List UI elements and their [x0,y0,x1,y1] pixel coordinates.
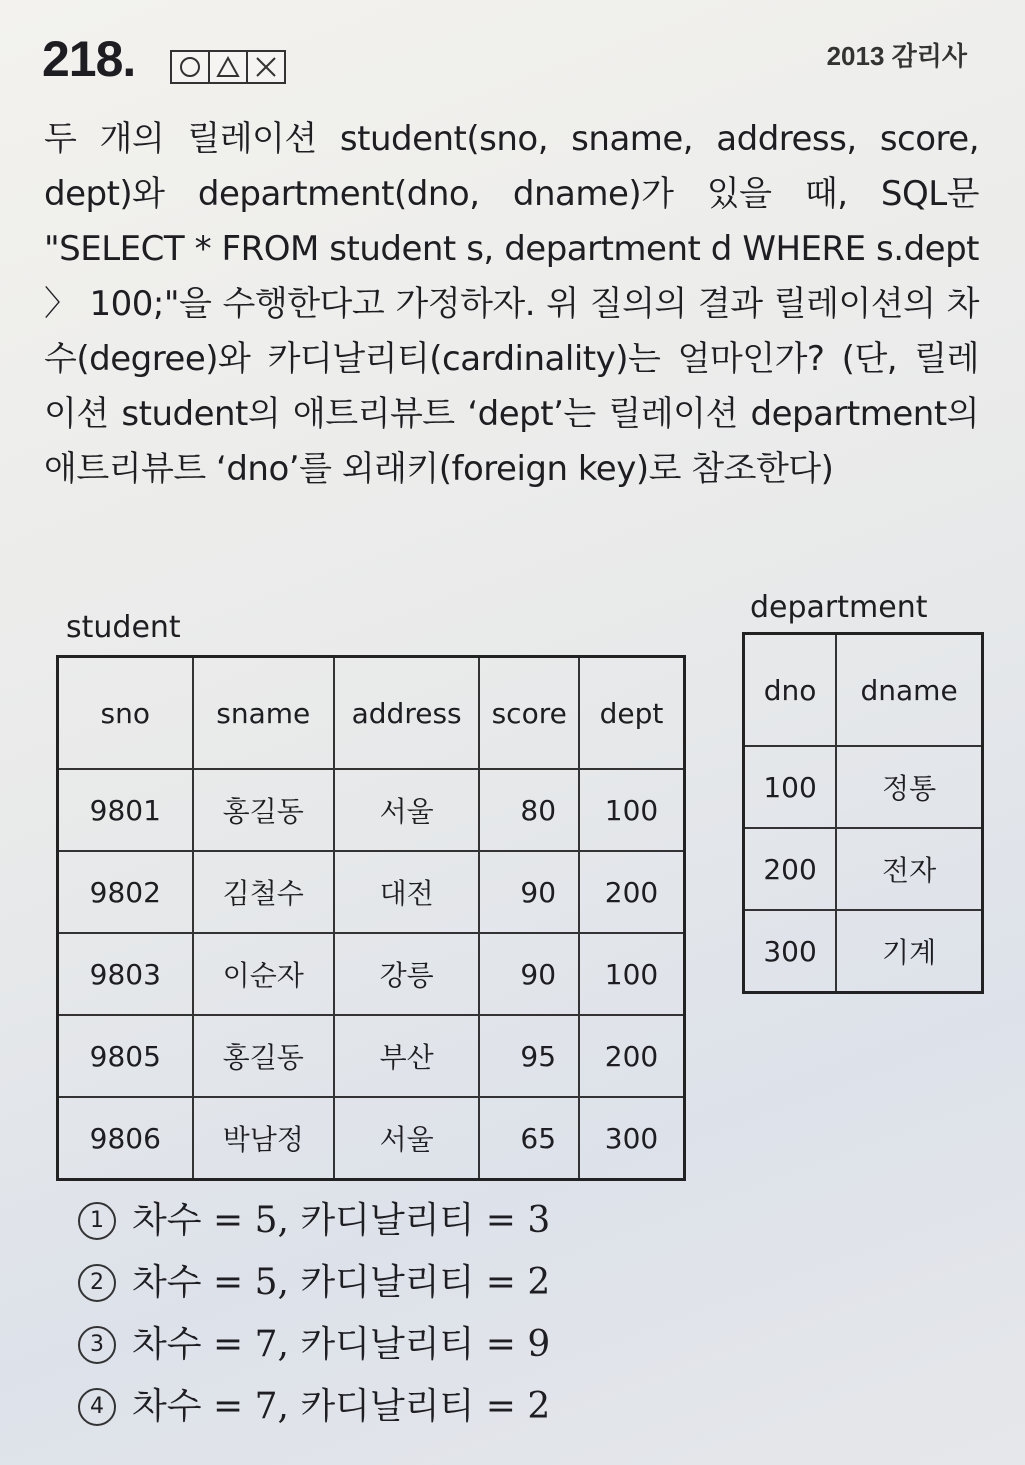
table-row [58,851,685,933]
table-row [744,910,983,993]
table-row [58,933,685,1015]
cell-sno: 9801 [58,769,193,851]
cell-dno: 300 [744,910,837,993]
column-header-sno: sno [58,657,193,770]
department-table [742,632,984,994]
department-header-row [744,634,983,747]
option-number-circle: 4 [78,1388,116,1426]
cell-sno: 9802 [58,851,193,933]
answer-options [78,1190,550,1438]
option-text: 차수 = 7, 카디날리티 = 9 [132,1324,551,1365]
cell-address: 서울 [334,769,480,851]
column-header-dept: dept [579,657,684,770]
cell-dept: 100 [579,769,684,851]
cell-dept: 200 [579,851,684,933]
cell-score: 90 [479,851,579,933]
table-row [58,769,685,851]
student-header-row [58,657,685,770]
option-text: 차수 = 5, 카디날리티 = 3 [132,1200,551,1241]
cell-sno: 9806 [58,1097,193,1180]
circle-mark-icon [170,50,210,84]
cell-dname: 기계 [836,910,982,993]
cell-sno: 9803 [58,933,193,1015]
table-row [744,746,983,828]
student-table [56,655,686,1181]
cell-address: 부산 [334,1015,480,1097]
table-row [744,828,983,910]
student-table-label: student [66,610,181,645]
cell-sname: 홍길동 [193,1015,334,1097]
cell-sname: 박남정 [193,1097,334,1180]
cell-dname: 전자 [836,828,982,910]
cell-score: 80 [479,769,579,851]
cell-dept: 200 [579,1015,684,1097]
answer-option-2[interactable] [78,1252,550,1314]
cell-address: 대전 [334,851,480,933]
column-header-sname: sname [193,657,334,770]
column-header-dname: dname [836,634,982,747]
cell-address: 강릉 [334,933,480,1015]
cell-sname: 김철수 [193,851,334,933]
answer-option-4[interactable] [78,1376,550,1438]
column-header-dno: dno [744,634,837,747]
option-text: 차수 = 5, 카디날리티 = 2 [132,1262,551,1303]
exam-source-label: 2013 감리사 [826,41,967,71]
option-number-circle: 2 [78,1264,116,1302]
option-text: 차수 = 7, 카디날리티 = 2 [132,1386,551,1427]
cell-dname: 정통 [836,746,982,828]
table-row [58,1015,685,1097]
x-mark-icon [246,50,286,84]
cell-dept: 300 [579,1097,684,1180]
column-header-address: address [334,657,480,770]
option-number-circle: 3 [78,1326,116,1364]
triangle-mark-icon [208,50,248,84]
cell-score: 65 [479,1097,579,1180]
table-row [58,1097,685,1180]
self-check-marks [170,50,284,84]
cell-score: 90 [479,933,579,1015]
option-number-circle: 1 [78,1202,116,1240]
cell-address: 서울 [334,1097,480,1180]
cell-dept: 100 [579,933,684,1015]
question-text: 두 개의 릴레이션 student(sno, sname, address, score, dept)와 department(dno, dname)가 있을 때, SQL문 "SELECT * FROM student s, department d WHERE s.dept 〉 100;"을 수행한다고 가정하자. 위 질의의 결과 릴레이션의 차수(degree)와 카디날리티(cardinality)는 얼마인가? (단, 릴레이션 student의 애트리뷰트 ‘dept’는 릴레이션 department의 애트리뷰트 ‘dno’를 외래키(foreign key)로 참조한다) [44,119,979,489]
cell-dno: 100 [744,746,837,828]
cell-sname: 이순자 [193,933,334,1015]
question-number: 218. [42,31,136,87]
answer-option-1[interactable] [78,1190,550,1252]
cell-score: 95 [479,1015,579,1097]
column-header-score: score [479,657,579,770]
cell-sname: 홍길동 [193,769,334,851]
answer-option-3[interactable] [78,1314,550,1376]
department-table-label: department [750,590,928,625]
cell-dno: 200 [744,828,837,910]
cell-sno: 9805 [58,1015,193,1097]
